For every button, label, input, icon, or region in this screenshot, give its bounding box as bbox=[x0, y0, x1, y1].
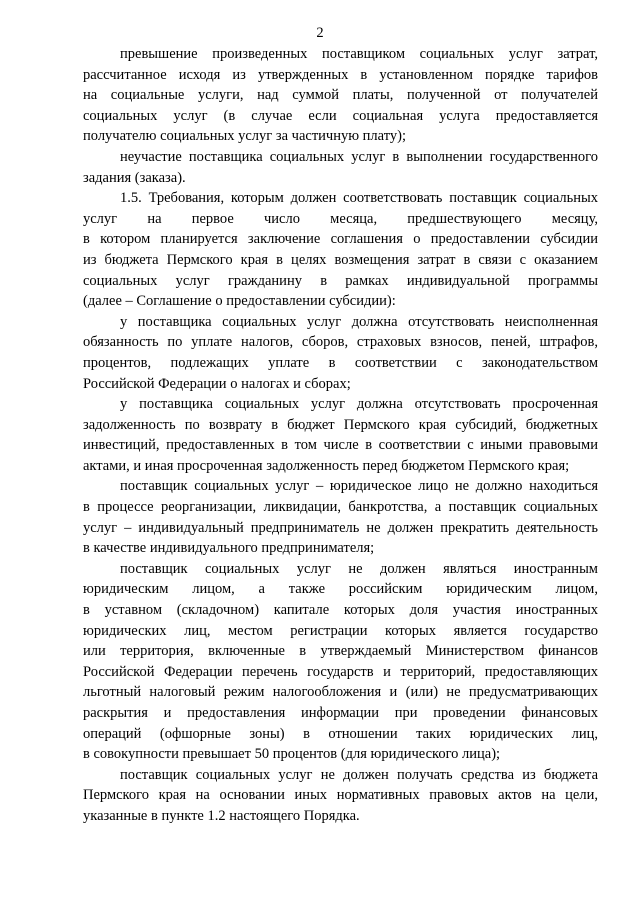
text-line: из бюджета Пермского края в целях возмещения затрат в связи с оказанием bbox=[83, 251, 598, 268]
text-line: социальных услуг (в случае если социальная услуга предоставляется bbox=[83, 107, 598, 124]
page-number: 2 bbox=[316, 25, 324, 41]
text-line: раскрытия и предоставления информации при проведении финансовых bbox=[83, 705, 598, 721]
text-line: операций (офшорные зоны) в отношении таких юридических лиц, bbox=[83, 725, 598, 742]
text-line: юридических лиц, местом регистрации которых является государство bbox=[83, 622, 598, 639]
text-line: обязанность по уплате налогов, сборов, страховых взносов, пеней, штрафов, bbox=[83, 334, 598, 351]
document-body bbox=[83, 44, 598, 827]
text-line: задания (заказа). bbox=[83, 169, 186, 186]
text-line: на социальные услуги, над суммой платы, полученной от получателей bbox=[83, 87, 598, 104]
text-line: инвестиций, предоставленных в том числе в соответствии с иными правовыми bbox=[83, 437, 598, 454]
text-line: в качестве индивидуального предпринимателя; bbox=[83, 540, 375, 557]
text-line: в уставном (складочном) капитале которых доля участия иностранных bbox=[83, 602, 598, 619]
paragraph bbox=[83, 765, 598, 827]
text-line: в котором планируется заключение соглашения о предоставлении субсидии bbox=[83, 231, 598, 248]
text-line: 1.5. Требования, которым должен соответствовать поставщик социальных bbox=[120, 190, 598, 207]
text-line: в процессе реорганизации, ликвидации, банкротства, а поставщик социальных bbox=[83, 499, 598, 516]
text-line: у поставщика социальных услуг должна отсутствовать просроченная bbox=[120, 396, 598, 413]
text-line: задолженность по возврату в бюджет Пермского края субсидий, бюджетных bbox=[83, 416, 598, 433]
text-line: Российской Федерации перечень государств и территорий, предоставляющих bbox=[83, 663, 598, 680]
text-line: Российской Федерации о налогах и сборах; bbox=[83, 375, 351, 392]
text-line: процентов, подлежащих уплате в соответствии с законодательством bbox=[83, 354, 598, 371]
text-line: у поставщика социальных услуг должна отсутствовать неисполненная bbox=[120, 313, 598, 330]
text-line: превышение произведенных поставщиком социальных услуг затрат, bbox=[120, 46, 598, 62]
text-line: неучастие поставщика социальных услуг в выполнении государственного bbox=[120, 148, 598, 165]
paragraph bbox=[83, 312, 598, 394]
text-line: льготный налоговый режим налогообложения и (или) не предусматривающих bbox=[83, 684, 598, 701]
text-line: поставщик социальных услуг не должен являться иностранным bbox=[120, 560, 598, 577]
text-line: получателю социальных услуг за частичную плату); bbox=[83, 128, 406, 145]
paragraph bbox=[83, 44, 598, 147]
paragraph bbox=[83, 476, 598, 558]
text-line: поставщик социальных услуг – юридическое лицо не должно находиться bbox=[120, 478, 598, 495]
text-line: поставщик социальных услуг не должен получать средства из бюджета bbox=[120, 766, 598, 783]
paragraph bbox=[83, 559, 598, 765]
paragraph bbox=[83, 188, 598, 312]
text-line: в совокупности превышает 50 процентов (для юридического лица); bbox=[83, 746, 501, 763]
text-line: (далее – Соглашение о предоставлении субсидии): bbox=[83, 293, 396, 310]
text-line: юридическим лицом, а также российским юридическим лицом, bbox=[83, 581, 598, 598]
text-line: услуг на первое число месяца, предшествующего месяцу, bbox=[83, 210, 598, 227]
text-line: указанные в пункте 1.2 настоящего Порядка. bbox=[83, 807, 360, 824]
text-line: социальных услуг гражданину в рамках индивидуальной программы bbox=[83, 272, 598, 289]
text-line: рассчитанное исходя из утвержденных в установленном порядке тарифов bbox=[83, 66, 598, 83]
text-line: актами, и иная просроченная задолженность перед бюджетом Пермского края; bbox=[83, 457, 570, 474]
text-line: или территория, включенные в утверждаемый Министерством финансов bbox=[83, 643, 598, 660]
text-line: Пермского края на основании иных нормативных правовых актов на цели, bbox=[83, 787, 598, 804]
paragraph bbox=[83, 394, 598, 476]
text-line: услуг – индивидуальный предприниматель не должен прекратить деятельность bbox=[83, 519, 598, 536]
paragraph bbox=[83, 147, 598, 188]
